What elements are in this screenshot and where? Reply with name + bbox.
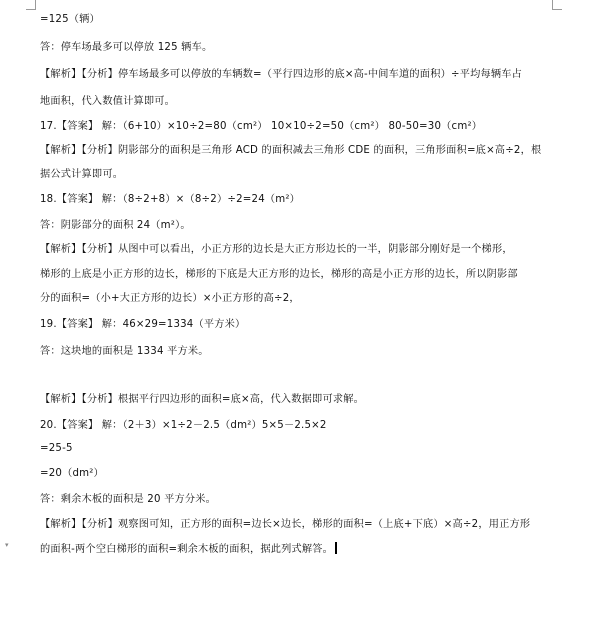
text-line-content: 的面积-两个空白梯形的面积=剩余木板的面积，据此列式解答。	[40, 544, 334, 555]
text-line: 【解析】【分析】阴影部分的面积是三角形 ACD 的面积减去三角形 CDE 的面积，三角形面积=底×高÷2，根	[40, 145, 542, 156]
text-cursor[interactable]	[335, 542, 337, 554]
text-line: =20（dm²）	[40, 468, 104, 479]
text-line: 20.【答案】 解：（2＋3）×1÷2－2.5（dm²）5×5－2.5×2	[40, 420, 327, 431]
text-line: 分的面积=（小+大正方形的边长）×小正方形的高÷2，	[40, 293, 300, 304]
text-line: 18.【答案】 解：（8÷2+8）×（8÷2）÷2=24（m²）	[40, 194, 301, 205]
text-line: 据公式计算即可。	[40, 169, 124, 180]
text-line: =25-5	[40, 443, 73, 454]
margin-marker: ▾	[5, 541, 9, 549]
text-line: 【解析】【分析】观察图可知，正方形的面积=边长×边长，梯形的面积=（上底+下底）×高÷2，用正方形	[40, 519, 531, 530]
page-corner-mark-right	[552, 0, 562, 10]
text-line	[40, 542, 560, 557]
text-line: 梯形的上底是小正方形的边长，梯形的下底是大正方形的边长，梯形的高是小正方形的边长，所以阴影部	[40, 269, 518, 280]
text-line: 答：阴影部分的面积 24（m²）。	[40, 220, 191, 231]
text-line: =125（辆）	[40, 14, 100, 25]
text-line: 答：剩余木板的面积是 20 平方分米。	[40, 494, 217, 505]
page-corner-mark-left	[26, 0, 36, 10]
text-line: 19.【答案】 解：46×29=1334（平方米）	[40, 319, 246, 330]
text-line: 答：停车场最多可以停放 125 辆车。	[40, 42, 213, 53]
text-line: 17.【答案】 解：（6+10）×10÷2=80（cm²） 10×10÷2=50（cm²） 80-50=30（cm²）	[40, 121, 483, 132]
text-line: 地面积，代入数值计算即可。	[40, 96, 176, 107]
text-line: 【解析】【分析】停车场最多可以停放的车辆数=（平行四边形的底×高-中间车道的面积）÷平均每辆车占	[40, 69, 523, 80]
text-line: 答：这块地的面积是 1334 平方米。	[40, 346, 209, 357]
text-line: 【解析】【分析】从图中可以看出，小正方形的边长是大正方形边长的一半，阴影部分刚好是一个梯形，	[40, 244, 513, 255]
text-line: 【解析】【分析】根据平行四边形的面积=底×高，代入数据即可求解。	[40, 394, 364, 405]
